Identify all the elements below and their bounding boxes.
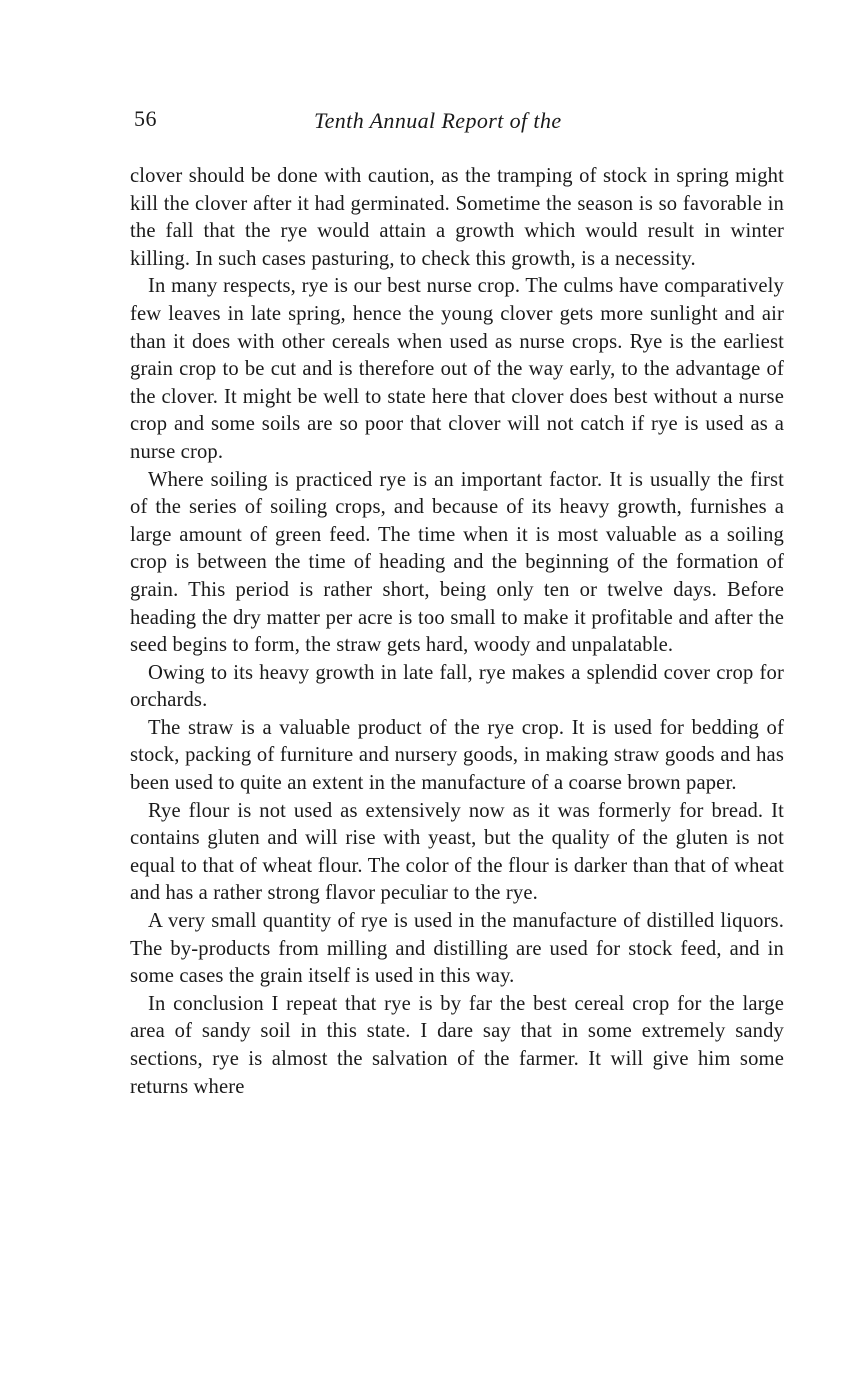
paragraph: The straw is a valuable product of the rye crop. It is used for bedding of stock, packing of furniture and nursery goods, in making straw goods and has been used to quite an extent in the manufacture of a coarse brown paper. [130, 716, 784, 795]
paragraph: clover should be done with caution, as the tramping of stock in spring might kill the clover after it had germinated. Sometime the season is so favorable in the fall that the rye would attain a growth which would result in winter killing. In such cases pasturing, to check this growth, is a necessity. [130, 165, 784, 270]
page-header [134, 106, 784, 146]
paragraph: Rye flour is not used as extensively now as it was formerly for bread. It contains gluten and will rise with yeast, but the quality of the gluten is not equal to that of wheat flour. The color of the flour is darker than that of wheat and has a rather strong flavor peculiar to the rye. [130, 799, 784, 905]
paragraph: In many respects, rye is our best nurse crop. The culms have comparatively few leaves in late spring, hence the young clover gets more sunlight and air than it does with other cereals when used as nurse crops. Rye is the earliest grain crop to be cut and is therefore out of the way early, to the advantage of the clover. It might be well to state here that clover does best without a nurse crop and some soils are so poor that clover will not catch if rye is used as a nurse crop. [130, 275, 784, 463]
body-text [130, 163, 784, 1101]
paragraph: In conclusion I repeat that rye is by far the best cereal crop for the large area of sandy soil in this state. I dare say that in some extremely sandy sections, rye is almost the salvation of the farmer. It will give him some returns where [130, 992, 784, 1098]
paragraph: Owing to its heavy growth in late fall, rye makes a splendid cover crop for orchards. [130, 661, 784, 712]
paragraph: A very small quantity of rye is used in the manufacture of distilled liquors. The by-products from milling and distilling are used for stock feed, and in some cases the grain itself is used in this way. [130, 910, 784, 988]
running-head: Tenth Annual Report of the [314, 108, 562, 133]
paragraph: Where soiling is practiced rye is an important factor. It is usually the first of the series of soiling crops, and because of its heavy growth, furnishes a large amount of green feed. The time when it is most valuable as a soiling crop is between the time of heading and the beginning of the formation of grain. This period is rather short, being only ten or twelve days. Before heading the dry matter per acre is too small to make it profitable and after the seed begins to form, the straw gets hard, woody and unpalatable. [130, 468, 784, 657]
page-number: 56 [134, 106, 157, 131]
